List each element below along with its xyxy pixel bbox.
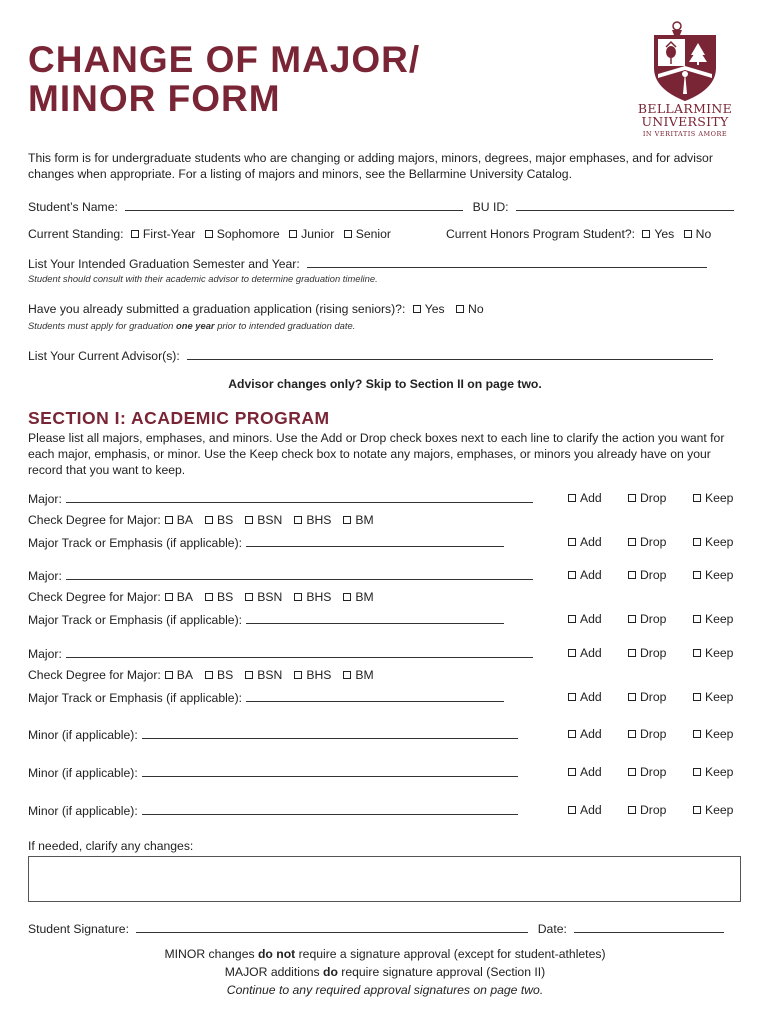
minor-1-label: Minor (if applicable): <box>28 728 138 742</box>
degree-label: Check Degree for Major: <box>28 513 161 527</box>
major-1-track-field[interactable] <box>246 535 504 547</box>
checkbox[interactable] <box>456 305 464 313</box>
major-1-keep-option[interactable]: Keep <box>693 491 733 505</box>
minor-1-keep-option[interactable]: Keep <box>693 727 733 741</box>
minor-3-drop-option[interactable]: Drop <box>628 803 666 817</box>
minor-2-keep-option[interactable]: Keep <box>693 765 733 779</box>
minor-1-row <box>28 727 518 742</box>
major-1-track-drop-option[interactable]: Drop <box>628 535 666 549</box>
checkbox[interactable] <box>628 730 636 738</box>
checkbox[interactable] <box>693 730 701 738</box>
minor-1-add-option[interactable]: Add <box>568 727 602 741</box>
major-2-keep-option[interactable]: Keep <box>693 568 733 582</box>
checkbox[interactable] <box>343 593 351 601</box>
checkbox[interactable] <box>568 768 576 776</box>
checkbox[interactable] <box>289 230 297 238</box>
major-1-row <box>28 491 533 506</box>
checkbox[interactable] <box>693 615 701 623</box>
checkbox[interactable] <box>568 806 576 814</box>
checkbox[interactable] <box>628 538 636 546</box>
honors-no[interactable]: No <box>684 227 712 241</box>
advisor-field[interactable] <box>187 348 713 360</box>
checkbox[interactable] <box>693 768 701 776</box>
major-3-track-label: Major Track or Emphasis (if applicable): <box>28 691 243 705</box>
checkbox[interactable] <box>628 768 636 776</box>
checkbox[interactable] <box>343 516 351 524</box>
minor-2-label: Minor (if applicable): <box>28 766 138 780</box>
degree-option-bs[interactable]: BS <box>205 668 233 682</box>
major-1-field[interactable] <box>66 491 533 503</box>
checkbox[interactable] <box>628 494 636 502</box>
checkbox[interactable] <box>205 230 213 238</box>
minor-3-label: Minor (if applicable): <box>28 804 138 818</box>
logo-motto: IN VERITATIS AMORE <box>642 130 728 138</box>
major-1-label: Major: <box>28 492 62 506</box>
checkbox[interactable] <box>568 571 576 579</box>
checkbox[interactable] <box>693 693 701 701</box>
major-1-drop-option[interactable]: Drop <box>628 491 666 505</box>
checkbox[interactable] <box>568 494 576 502</box>
standing-label: Current Standing: <box>28 227 124 241</box>
checkbox[interactable] <box>693 649 701 657</box>
checkbox[interactable] <box>245 593 253 601</box>
major-2-track-keep-option[interactable]: Keep <box>693 612 733 626</box>
student-name-label: Student’s Name: <box>28 200 118 214</box>
checkbox[interactable] <box>165 671 173 679</box>
section-1-description: Please list all majors, emphases, and minors. Use the Add or Drop check boxes next to each line to clarify the action you want for each major, emphasis, or minor. Use the Keep check box to notate any majors, emphases, or minors you already have on your record that you want to keep. <box>28 431 725 477</box>
degree-option-bsn[interactable]: BSN <box>245 590 282 604</box>
degree-option-bm[interactable]: BM <box>343 668 373 682</box>
checkbox[interactable] <box>693 538 701 546</box>
clarify-label: If needed, clarify any changes: <box>28 839 194 853</box>
minor-3-keep-option[interactable]: Keep <box>693 803 733 817</box>
degree-option-bs[interactable]: BS <box>205 513 233 527</box>
major-3-track-row <box>28 690 504 705</box>
checkbox[interactable] <box>205 593 213 601</box>
checkbox[interactable] <box>628 615 636 623</box>
grad-app-row <box>28 302 484 316</box>
honors-row <box>446 227 711 241</box>
advisor-label: List Your Current Advisor(s): <box>28 349 180 363</box>
student-name-field[interactable] <box>125 199 463 211</box>
checkbox[interactable] <box>165 593 173 601</box>
checkbox[interactable] <box>205 671 213 679</box>
checkbox[interactable] <box>165 516 173 524</box>
checkbox[interactable] <box>343 671 351 679</box>
major-2-track-drop-option[interactable]: Drop <box>628 612 666 626</box>
major-3-keep-option[interactable]: Keep <box>693 646 733 660</box>
logo-wordmark-line1: BELLARMINE <box>637 101 733 116</box>
degree-row <box>28 668 374 682</box>
degree-option-bsn[interactable]: BSN <box>245 513 282 527</box>
checkbox[interactable] <box>245 671 253 679</box>
degree-option-bm[interactable]: BM <box>343 590 373 604</box>
major-2-track-label: Major Track or Emphasis (if applicable): <box>28 613 243 627</box>
minor-2-add-option[interactable]: Add <box>568 765 602 779</box>
major-1-add-option[interactable]: Add <box>568 491 602 505</box>
form-title <box>28 40 588 118</box>
checkbox[interactable] <box>294 671 302 679</box>
minor-signature-note: MINOR changes do not require a signature approval (except for student-athletes) <box>164 947 606 961</box>
form-title-line2: MINOR FORM <box>28 78 281 119</box>
major-2-drop-option[interactable]: Drop <box>628 568 666 582</box>
degree-option-bhs[interactable]: BHS <box>294 590 331 604</box>
checkbox[interactable] <box>628 649 636 657</box>
checkbox[interactable] <box>413 305 421 313</box>
form-title-line1: CHANGE OF MAJOR/ <box>28 39 421 80</box>
honors-label: Current Honors Program Student?: <box>446 227 635 241</box>
graduation-row <box>28 256 707 271</box>
advisor-note: Advisor changes only? Skip to Section II on page two. <box>228 377 542 391</box>
section-1-title: SECTION I: ACADEMIC PROGRAM <box>28 408 330 428</box>
minor-2-field[interactable] <box>142 765 518 777</box>
date-label: Date: <box>537 922 567 936</box>
degree-row <box>28 590 374 604</box>
degree-option-bhs[interactable]: BHS <box>294 668 331 682</box>
minor-3-add-option[interactable]: Add <box>568 803 602 817</box>
university-shield-crest-icon <box>625 18 745 102</box>
major-signature-note: MAJOR additions do require signature approval (Section II) <box>224 965 546 979</box>
date-field[interactable] <box>574 921 724 933</box>
clarify-textarea[interactable] <box>28 856 741 902</box>
degree-option-bs[interactable]: BS <box>205 590 233 604</box>
degree-option-bsn[interactable]: BSN <box>245 668 282 682</box>
checkbox[interactable] <box>693 806 701 814</box>
standing-first-year[interactable]: First-Year <box>131 227 195 241</box>
major-1-track-keep-option[interactable]: Keep <box>693 535 733 549</box>
major-2-track-field[interactable] <box>246 612 504 624</box>
major-2-label: Major: <box>28 569 62 583</box>
checkbox[interactable] <box>568 693 576 701</box>
major-3-field[interactable] <box>66 646 533 658</box>
degree-label: Check Degree for Major: <box>28 668 161 682</box>
bu-id-field[interactable] <box>516 199 734 211</box>
degree-option-ba[interactable]: BA <box>165 590 193 604</box>
signature-field[interactable] <box>136 921 528 933</box>
major-2-field[interactable] <box>66 568 533 580</box>
major-1-track-row <box>28 535 504 550</box>
grad-app-yes[interactable]: Yes <box>413 302 445 316</box>
major-2-add-option[interactable]: Add <box>568 568 602 582</box>
checkbox[interactable] <box>205 516 213 524</box>
graduation-note: Student should consult with their academic advisor to determine graduation timeline. <box>28 273 378 284</box>
minor-1-drop-option[interactable]: Drop <box>628 727 666 741</box>
logo-wordmark-line2: UNIVERSITY <box>641 114 729 129</box>
honors-yes[interactable]: Yes <box>642 227 674 241</box>
major-3-track-keep-option[interactable]: Keep <box>693 690 733 704</box>
graduation-label: List Your Intended Graduation Semester and Year: <box>28 257 300 271</box>
checkbox[interactable] <box>294 516 302 524</box>
standing-row <box>28 227 391 241</box>
major-2-row <box>28 568 533 583</box>
student-name-row <box>28 199 734 214</box>
checkbox[interactable] <box>568 615 576 623</box>
signature-row <box>28 921 724 936</box>
checkbox[interactable] <box>245 516 253 524</box>
degree-option-bhs[interactable]: BHS <box>294 513 331 527</box>
checkbox[interactable] <box>131 230 139 238</box>
standing-sophomore[interactable]: Sophomore <box>205 227 280 241</box>
major-3-row <box>28 646 533 661</box>
major-3-track-drop-option[interactable]: Drop <box>628 690 666 704</box>
major-3-track-add-option[interactable]: Add <box>568 690 602 704</box>
continue-note: Continue to any required approval signatures on page two. <box>226 983 544 997</box>
grad-app-note: Students must apply for graduation one year prior to intended graduation date. <box>28 320 356 331</box>
checkbox[interactable] <box>693 494 701 502</box>
major-3-drop-option[interactable]: Drop <box>628 646 666 660</box>
grad-app-label: Have you already submitted a graduation application (rising seniors)?: <box>28 302 406 316</box>
degree-option-ba[interactable]: BA <box>165 513 193 527</box>
graduation-field[interactable] <box>307 256 707 268</box>
minor-1-field[interactable] <box>142 727 518 739</box>
grad-app-no[interactable]: No <box>456 302 484 316</box>
checkbox[interactable] <box>568 538 576 546</box>
checkbox[interactable] <box>568 730 576 738</box>
signature-label: Student Signature: <box>28 922 129 936</box>
major-2-track-add-option[interactable]: Add <box>568 612 602 626</box>
checkbox[interactable] <box>642 230 650 238</box>
standing-senior[interactable]: Senior <box>344 227 391 241</box>
checkbox[interactable] <box>684 230 692 238</box>
degree-option-ba[interactable]: BA <box>165 668 193 682</box>
major-3-label: Major: <box>28 647 62 661</box>
degree-option-bm[interactable]: BM <box>343 513 373 527</box>
bu-id-label: BU ID: <box>472 200 509 214</box>
degree-label: Check Degree for Major: <box>28 590 161 604</box>
minor-3-field[interactable] <box>142 803 518 815</box>
checkbox[interactable] <box>628 571 636 579</box>
minor-2-row <box>28 765 518 780</box>
major-3-track-field[interactable] <box>246 690 504 702</box>
major-2-track-row <box>28 612 504 627</box>
degree-row <box>28 513 374 527</box>
major-3-add-option[interactable]: Add <box>568 646 602 660</box>
checkbox[interactable] <box>294 593 302 601</box>
checkbox[interactable] <box>693 571 701 579</box>
checkbox[interactable] <box>568 649 576 657</box>
intro-text: This form is for undergraduate students who are changing or adding majors, minors, degrees, major emphases, and for advisor changes when appropriate. For a listing of majors and minors, see the Bellarmine University Catalog. <box>28 151 713 181</box>
checkbox[interactable] <box>344 230 352 238</box>
minor-2-drop-option[interactable]: Drop <box>628 765 666 779</box>
checkbox[interactable] <box>628 806 636 814</box>
minor-3-row <box>28 803 518 818</box>
university-logo <box>625 18 745 138</box>
major-1-track-label: Major Track or Emphasis (if applicable): <box>28 536 243 550</box>
standing-junior[interactable]: Junior <box>289 227 334 241</box>
major-1-track-add-option[interactable]: Add <box>568 535 602 549</box>
checkbox[interactable] <box>628 693 636 701</box>
advisor-row <box>28 348 713 363</box>
